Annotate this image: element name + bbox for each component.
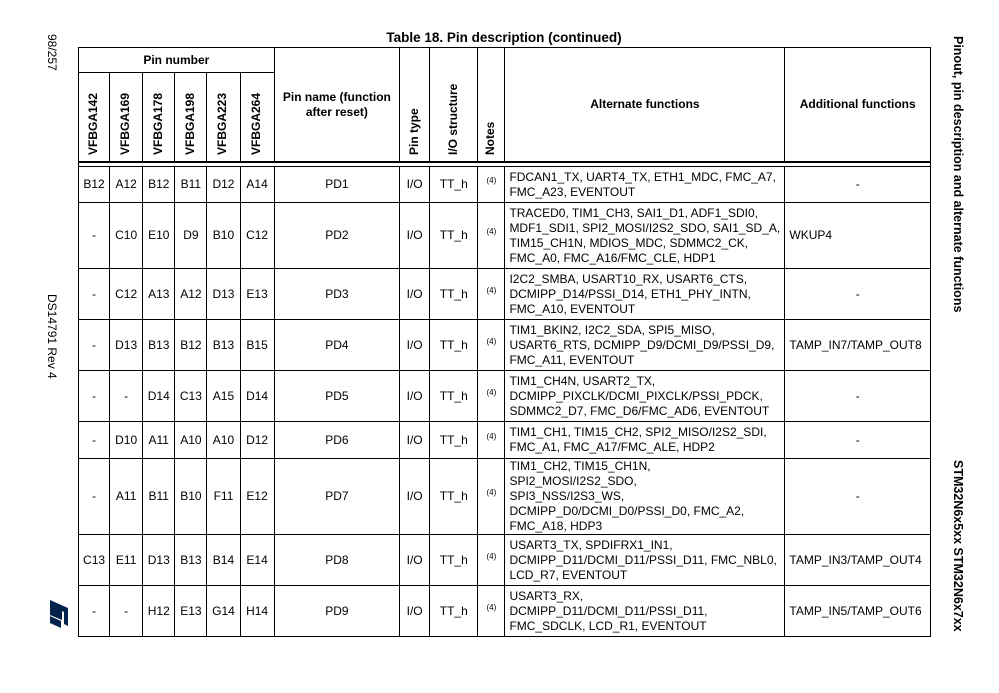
io-structure-cell: TT_h [430, 422, 478, 459]
package-ball-cell: B15 [240, 320, 274, 371]
table-row [79, 203, 931, 269]
st-logo [48, 598, 70, 628]
alternate-functions-cell [505, 371, 785, 422]
package-ball-cell: B13 [175, 535, 207, 586]
pin-name-cell: PD7 [274, 459, 399, 535]
alternate-function-line: TIM15_CH1N, MDIOS_MDC, SDMMC2_CK, [509, 235, 749, 250]
package-ball-cell: - [79, 422, 110, 459]
notes-cell [478, 459, 505, 535]
package-ball-cell: A14 [240, 167, 274, 203]
io-structure-cell: TT_h [430, 269, 478, 320]
alternate-function-line: FDCAN1_TX, UART4_TX, ETH1_MDC, FMC_A7, [509, 169, 776, 184]
io-structure-cell: TT_h [430, 535, 478, 586]
alternate-function-line: I2C2_SMBA, USART10_RX, USART6_CTS, [509, 271, 748, 286]
package-ball-cell: A12 [110, 167, 143, 203]
alternate-function-line: FMC_SDCLK, LCD_R1, EVENTOUT [509, 618, 707, 633]
alternate-function-line: FMC_A10, EVENTOUT [509, 301, 636, 316]
package-ball-cell: D14 [143, 371, 175, 422]
io-structure-cell: TT_h [430, 320, 478, 371]
note-ref: (4) [486, 602, 497, 612]
note-ref: (4) [486, 285, 497, 295]
table-row [79, 269, 931, 320]
alternate-function-line: SDMMC2_D7, FMC_D6/FMC_AD6, EVENTOUT [509, 403, 770, 418]
pin-name-cell: PD2 [274, 203, 399, 269]
package-ball-cell: A10 [175, 422, 207, 459]
alternate-function-line: SPI3_NSS/I2S3_WS, [509, 489, 625, 503]
table-row [79, 586, 931, 637]
alternate-function-line: DCMIPP_D11/DCMI_D11/PSSI_D11, FMC_NBL0, [509, 552, 777, 567]
pin-type-cell: I/O [400, 535, 430, 586]
package-ball-cell: C12 [110, 269, 143, 320]
alternate-functions-header: Alternate functions [505, 48, 785, 163]
package-ball-cell: A11 [143, 422, 175, 459]
alternate-function-line: DCMIPP_D11/DCMI_D11/PSSI_D11, [509, 603, 708, 618]
package-header: VFBGA223 [207, 73, 240, 163]
alternate-function-line: TRACED0, TIM1_CH3, SAI1_D1, ADF1_SDI0, [509, 205, 758, 220]
notes-cell [478, 371, 505, 422]
io-structure-cell: TT_h [430, 459, 478, 535]
package-header: VFBGA169 [110, 73, 143, 163]
alternate-function-line: USART3_RX, [509, 588, 584, 603]
alternate-function-line: USART6_RTS, DCMIPP_D9/DCMI_D9/PSSI_D9, [509, 337, 775, 352]
package-header: VFBGA198 [175, 73, 207, 163]
package-ball-cell: B10 [175, 459, 207, 535]
document-id: DS14791 Rev 4 [45, 294, 59, 379]
alternate-function-line: FMC_A0, FMC_A16/FMC_CLE, HDP1 [509, 250, 716, 265]
additional-functions-cell: - [785, 459, 931, 535]
alternate-function-line: MDF1_SDI1, SPI2_MOSI/I2S2_SDO, SAI1_SD_A, [509, 220, 781, 235]
package-ball-cell: C13 [175, 371, 207, 422]
package-ball-cell: C12 [240, 203, 274, 269]
package-ball-cell: D10 [110, 422, 143, 459]
table-row [79, 535, 931, 586]
package-ball-cell: - [79, 586, 110, 637]
note-ref: (4) [486, 336, 497, 346]
note-ref: (4) [486, 488, 497, 497]
package-ball-cell: A15 [207, 371, 240, 422]
alternate-function-line: TIM1_CH1, TIM15_CH2, SPI2_MISO/I2S2_SDI, [509, 425, 767, 439]
pin-type-cell: I/O [400, 459, 430, 535]
package-ball-cell: H12 [143, 586, 175, 637]
io-structure-cell: TT_h [430, 203, 478, 269]
io-structure-cell: TT_h [430, 586, 478, 637]
pin-name-cell: PD3 [274, 269, 399, 320]
additional-functions-cell: - [785, 269, 931, 320]
table-row [79, 320, 931, 371]
side-section-title: Pinout, pin description and alternate functions [951, 36, 965, 313]
table-row [79, 422, 931, 459]
package-ball-cell: B14 [207, 535, 240, 586]
package-ball-cell: B12 [79, 167, 110, 203]
additional-functions-cell: - [785, 167, 931, 203]
additional-functions-cell: WKUP4 [785, 203, 931, 269]
package-ball-cell: B12 [143, 167, 175, 203]
pin-description-table [78, 47, 931, 637]
pin-number-header: Pin number [79, 48, 275, 73]
alternate-function-line: FMC_A23, EVENTOUT [509, 184, 636, 199]
alternate-function-line: USART3_TX, SPDIFRX1_IN1, [509, 537, 673, 552]
package-header: VFBGA264 [240, 73, 274, 163]
additional-functions-cell: TAMP_IN5/TAMP_OUT6 [785, 586, 931, 637]
package-ball-cell: G14 [207, 586, 240, 637]
alternate-function-line: FMC_A11, EVENTOUT [509, 352, 635, 367]
pin-type-cell: I/O [400, 586, 430, 637]
alternate-function-line: TIM1_CH2, TIM15_CH1N, SPI2_MOSI/I2S2_SDO, [509, 459, 651, 488]
package-ball-cell: A10 [207, 422, 240, 459]
note-ref: (4) [486, 227, 497, 236]
package-ball-cell: E11 [110, 535, 143, 586]
alternate-functions-cell [505, 269, 785, 320]
pin-type-cell: I/O [400, 320, 430, 371]
additional-functions-header: Additional functions [785, 48, 931, 163]
alternate-function-line: LCD_R7, EVENTOUT [509, 567, 628, 582]
package-ball-cell: D14 [240, 371, 274, 422]
package-ball-cell: B13 [207, 320, 240, 371]
notes-cell [478, 269, 505, 320]
table-title: Table 18. Pin description (continued) [386, 30, 622, 45]
pin-name-cell: PD1 [274, 167, 399, 203]
side-product-title: STM32N6x5xx STM32N6x7xx [951, 460, 965, 632]
alternate-function-line: FMC_A18, HDP3 [509, 519, 603, 533]
package-ball-cell: - [110, 586, 143, 637]
package-header: VFBGA178 [143, 73, 175, 163]
notes-cell [478, 167, 505, 203]
alternate-function-line: DCMIPP_D0/DCMI_D0/PSSI_D0, FMC_A2, [509, 504, 745, 518]
alternate-function-line: TIM1_CH4N, USART2_TX, [509, 373, 656, 388]
note-ref: (4) [486, 387, 497, 397]
package-ball-cell: H14 [240, 586, 274, 637]
alternate-functions-cell [505, 586, 785, 637]
additional-functions-cell: TAMP_IN7/TAMP_OUT8 [785, 320, 931, 371]
alternate-functions-cell [505, 459, 785, 535]
package-ball-cell: B13 [143, 320, 175, 371]
pin-type-cell: I/O [400, 269, 430, 320]
additional-functions-cell: TAMP_IN3/TAMP_OUT4 [785, 535, 931, 586]
alternate-function-line: FMC_A1, FMC_A17/FMC_ALE, HDP2 [509, 440, 715, 454]
table-row [79, 459, 931, 535]
alternate-functions-cell [505, 320, 785, 371]
package-ball-cell: A13 [143, 269, 175, 320]
alternate-functions-cell [505, 203, 785, 269]
pin-name-cell: PD4 [274, 320, 399, 371]
pin-name-cell: PD5 [274, 371, 399, 422]
package-ball-cell: B11 [175, 167, 207, 203]
package-ball-cell: F11 [207, 459, 240, 535]
pin-type-cell: I/O [400, 203, 430, 269]
package-ball-cell: - [79, 459, 110, 535]
package-ball-cell: C13 [79, 535, 110, 586]
alternate-functions-cell [505, 535, 785, 586]
table-row [79, 167, 931, 203]
alternate-function-line: DCMIPP_PIXCLK/DCMI_PIXCLK/PSSI_PDCK, [509, 388, 763, 403]
package-header: VFBGA142 [79, 73, 110, 163]
alternate-functions-cell [505, 167, 785, 203]
note-ref: (4) [486, 176, 497, 185]
notes-cell [478, 586, 505, 637]
page-number: 98/257 [45, 34, 59, 71]
package-ball-cell: E12 [240, 459, 274, 535]
note-ref: (4) [486, 431, 497, 441]
package-ball-cell: D9 [175, 203, 207, 269]
additional-functions-cell: - [785, 371, 931, 422]
pin-type-cell: I/O [400, 422, 430, 459]
table-row [79, 371, 931, 422]
package-ball-cell: E14 [240, 535, 274, 586]
notes-header: Notes [478, 48, 505, 163]
pin-type-cell: I/O [400, 167, 430, 203]
io-structure-cell: TT_h [430, 167, 478, 203]
package-ball-cell: D13 [143, 535, 175, 586]
package-ball-cell: E13 [240, 269, 274, 320]
notes-cell [478, 535, 505, 586]
notes-cell [478, 203, 505, 269]
package-ball-cell: D12 [240, 422, 274, 459]
notes-cell [478, 422, 505, 459]
alternate-function-line: TIM1_BKIN2, I2C2_SDA, SPI5_MISO, [509, 322, 715, 337]
package-ball-cell: - [79, 203, 110, 269]
pin-name-cell: PD9 [274, 586, 399, 637]
package-ball-cell: - [79, 371, 110, 422]
package-ball-cell: A12 [175, 269, 207, 320]
package-ball-cell: - [79, 269, 110, 320]
package-ball-cell: D13 [110, 320, 143, 371]
pin-type-cell: I/O [400, 371, 430, 422]
alternate-function-line: DCMIPP_D14/PSSI_D14, ETH1_PHY_INTN, [509, 286, 751, 301]
pin-name-cell: PD8 [274, 535, 399, 586]
package-ball-cell: - [79, 320, 110, 371]
package-ball-cell: D12 [207, 167, 240, 203]
pin-name-header: Pin name (function after reset) [274, 48, 399, 163]
package-ball-cell: B11 [143, 459, 175, 535]
package-ball-cell: D13 [207, 269, 240, 320]
pin-name-cell: PD6 [274, 422, 399, 459]
package-ball-cell: E13 [175, 586, 207, 637]
note-ref: (4) [486, 551, 497, 561]
package-ball-cell: C10 [110, 203, 143, 269]
io-structure-cell: TT_h [430, 371, 478, 422]
package-ball-cell: B10 [207, 203, 240, 269]
package-ball-cell: - [110, 371, 143, 422]
package-ball-cell: B12 [175, 320, 207, 371]
package-ball-cell: A11 [110, 459, 143, 535]
alternate-functions-cell [505, 422, 785, 459]
package-ball-cell: E10 [143, 203, 175, 269]
pin-type-header: Pin type [400, 48, 430, 163]
notes-cell [478, 320, 505, 371]
io-structure-header: I/O structure [430, 48, 478, 163]
additional-functions-cell: - [785, 422, 931, 459]
